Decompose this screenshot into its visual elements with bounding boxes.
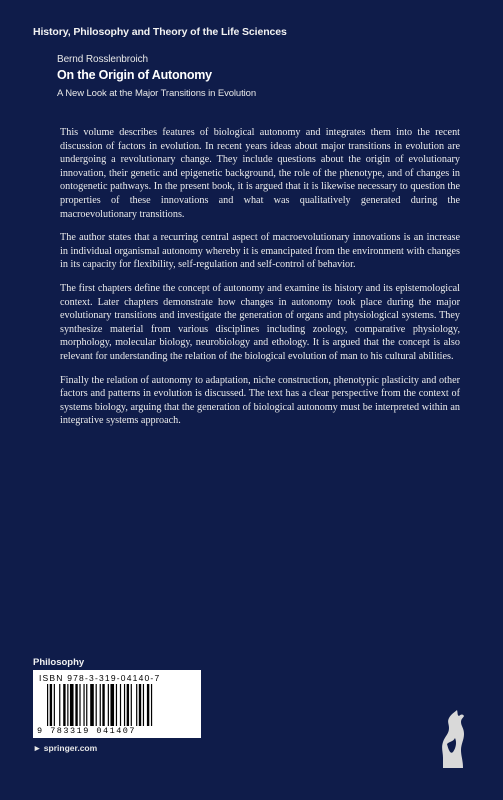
blurb-paragraph: The first chapters define the concept of autonomy and examine its history and its epistemological context. Later chapters demonstrate how changes in autonomy took place during the major evolutionary transitions and investigate the generation of organs and physiological systems. They synthesize material from various disciplines including zoology, comparative physiology, morphology, molecular biology, neurobiology and ethology. It is argued that the concept is also relevant for understanding the relation of the biological evolution of man to his cultural abilities. <box>60 282 460 362</box>
author-name: Bernd Rosslenbroich <box>57 54 148 65</box>
blurb-paragraph: The author states that a recurring central aspect of macroevolutionary innovations is an increase in individual organismal autonomy whereby it is emancipated from the environment with changes in its capacity for flexibility, self-regulation and self-control of behavior. <box>60 232 460 271</box>
book-title: On the Origin of Autonomy <box>57 68 212 82</box>
publisher-url-text: springer.com <box>43 743 98 753</box>
series-title: History, Philosophy and Theory of the Life Sciences <box>33 26 287 38</box>
subject-label: Philosophy <box>33 657 85 668</box>
blurb-text <box>60 126 460 438</box>
springer-horse-logo-icon <box>437 708 467 770</box>
blurb-paragraph: Finally the relation of autonomy to adaptation, niche construction, phenotypic plasticity and other factors and patterns in evolution is discussed. The text has a clear perspective from the context of systems biology, arguing that the generation of biological autonomy must be interpreted within an integrative systems approach. <box>60 374 460 427</box>
publisher-url <box>33 743 97 753</box>
barcode-digits: 9 783319 041407 <box>37 726 137 736</box>
blurb-paragraph: This volume describes features of biological autonomy and integrates them into the recent discussion of factors in evolution. In recent years ideas about major transitions in evolution are undergoing a revolutionary change. They include questions about the origin of evolutionary innovation, their genetic and epigenetic background, the role of the phenotype, and of changes in ontogenetic pathways. In the present book, it is argued that it is likewise necessary to question the properties of these innovations and what was qualitatively generated during the macroevolutionary transitions. <box>60 127 460 220</box>
book-subtitle: A New Look at the Major Transitions in Evolution <box>57 88 257 99</box>
barcode-bars <box>47 684 193 726</box>
arrow-icon: ► <box>33 743 42 753</box>
isbn-number: ISBN 978-3-319-04140-7 <box>39 673 161 683</box>
barcode <box>33 670 201 738</box>
